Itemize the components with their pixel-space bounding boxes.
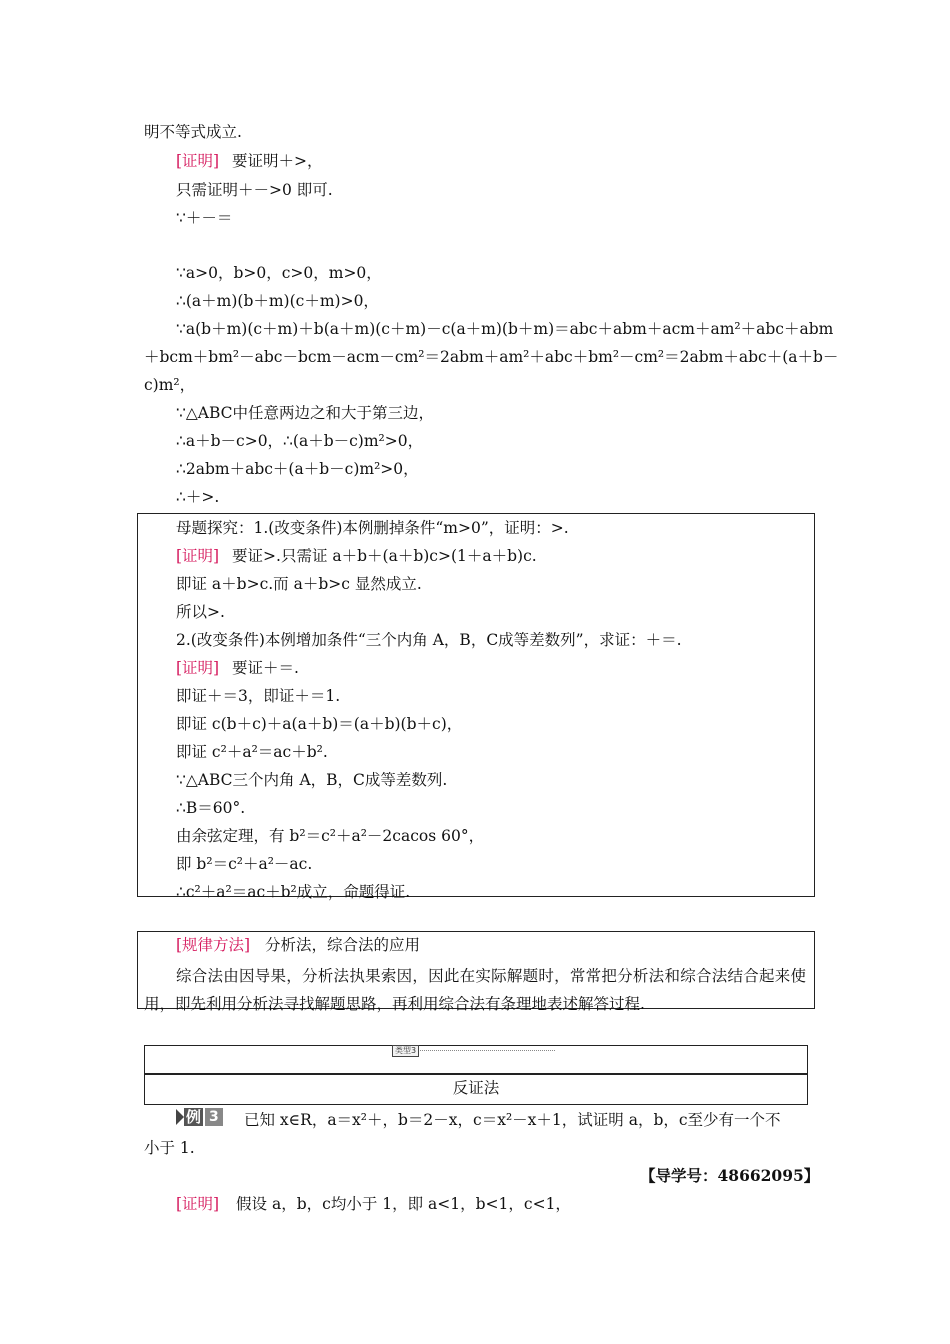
- text-line: c)m²，: [144, 376, 196, 394]
- method-tag: [规律方法]: [176, 936, 251, 954]
- variant-line: ∴c²＋a²＝ac＋b²成立，命题得证.: [176, 883, 411, 901]
- text-line: ∴(a＋m)(b＋m)(c＋m)>0，: [176, 292, 379, 310]
- text-line: ∵△ABC中任意两边之和大于第三边，: [176, 404, 435, 422]
- proof-line: [176, 151, 323, 171]
- variant-line: 即证 c²＋a²＝ac＋b².: [176, 743, 328, 761]
- reference-number: 【导学号：48662095】: [640, 1166, 820, 1185]
- section-title: 反证法: [452, 1079, 500, 1097]
- variant-line: 母题探究：1.(改变条件)本例删掉条件“m>0”，证明：>.: [176, 519, 569, 537]
- text-line: 明不等式成立.: [144, 123, 242, 141]
- variant-line: 即证 c(b＋c)＋a(a＋b)＝(a＋b)(b＋c)，: [176, 715, 463, 733]
- text-line: ∴2abm＋abc＋(a＋b－c)m²>0，: [176, 460, 419, 478]
- proof-line: [176, 1194, 571, 1214]
- proof-tag: [证明]: [176, 547, 220, 565]
- variant-line: ∵△ABC三个内角 A，B，C成等差数列.: [176, 771, 448, 789]
- proof-line: [176, 546, 537, 566]
- example-word: 例: [186, 1108, 202, 1126]
- proof-tag: [证明]: [176, 659, 220, 677]
- text-line: ∴＋>.: [176, 488, 220, 506]
- text-line: ∵＋－＝: [176, 209, 233, 227]
- text-line: ∴a＋b－c>0，∴(a＋b－c)m²>0，: [176, 432, 424, 450]
- method-text: 综合法由因导果，分析法执果索因，因此在实际解题时，常常把分析法和综合法结合起来使用，即先利用分析法寻找解题思路，再利用综合法有条理地表述解答过程.: [144, 967, 806, 1013]
- text-line: 只需证明＋－>0 即可.: [176, 181, 333, 199]
- type-tag: 类型3: [392, 1045, 419, 1057]
- variant-line: 所以>.: [176, 603, 225, 621]
- variant-line: 2.(改变条件)本例增加条件“三个内角 A，B，C成等差数列”，求证：＋＝.: [176, 631, 682, 649]
- proof-text: 要证＋＝.: [232, 659, 299, 677]
- play-icon: [176, 1109, 184, 1125]
- example-number: 3: [205, 1108, 223, 1126]
- proof-text: 要证>.只需证 a＋b＋(a＋b)c>(1＋a＋b)c.: [232, 547, 537, 565]
- proof-text: 要证明＋>，: [232, 152, 323, 170]
- proof-tag: [证明]: [176, 152, 220, 170]
- proof-text: 假设 a，b，c均小于 1，即 a<1，b<1，c<1，: [236, 1195, 571, 1213]
- proof-line: [176, 658, 299, 678]
- variant-line: 即 b²＝c²＋a²－ac.: [176, 855, 313, 873]
- text-line: ∵a(b＋m)(c＋m)＋b(a＋m)(c＋m)－c(a＋m)(b＋m)＝abc＋abm＋acm＋am²＋abc＋abm: [176, 320, 834, 338]
- method-title: 分析法，综合法的应用: [265, 936, 421, 954]
- method-heading: [176, 935, 420, 955]
- variant-line: ∴B＝60°.: [176, 799, 246, 817]
- example-icon: [176, 1108, 223, 1126]
- text-line: ∵a>0，b>0，c>0，m>0，: [176, 264, 382, 282]
- example-text: 小于 1.: [144, 1139, 195, 1157]
- proof-tag: [证明]: [176, 1195, 220, 1213]
- variant-line: 由余弦定理，有 b²＝c²＋a²－2cacos 60°，: [176, 827, 485, 845]
- example-text: 已知 x∈R，a＝x²＋，b＝2－x，c＝x²－x＋1，试证明 a，b，c至少有一个不: [244, 1111, 781, 1129]
- variant-line: 即证 a＋b>c.而 a＋b>c 显然成立.: [176, 575, 422, 593]
- text-line: ＋bcm＋bm²－abc－bcm－acm－cm²＝2abm＋am²＋abc＋bm²－cm²＝2abm＋abc＋(a＋b－: [144, 348, 839, 366]
- variant-line: 即证＋＝3，即证＋＝1.: [176, 687, 341, 705]
- divider: [420, 1050, 555, 1051]
